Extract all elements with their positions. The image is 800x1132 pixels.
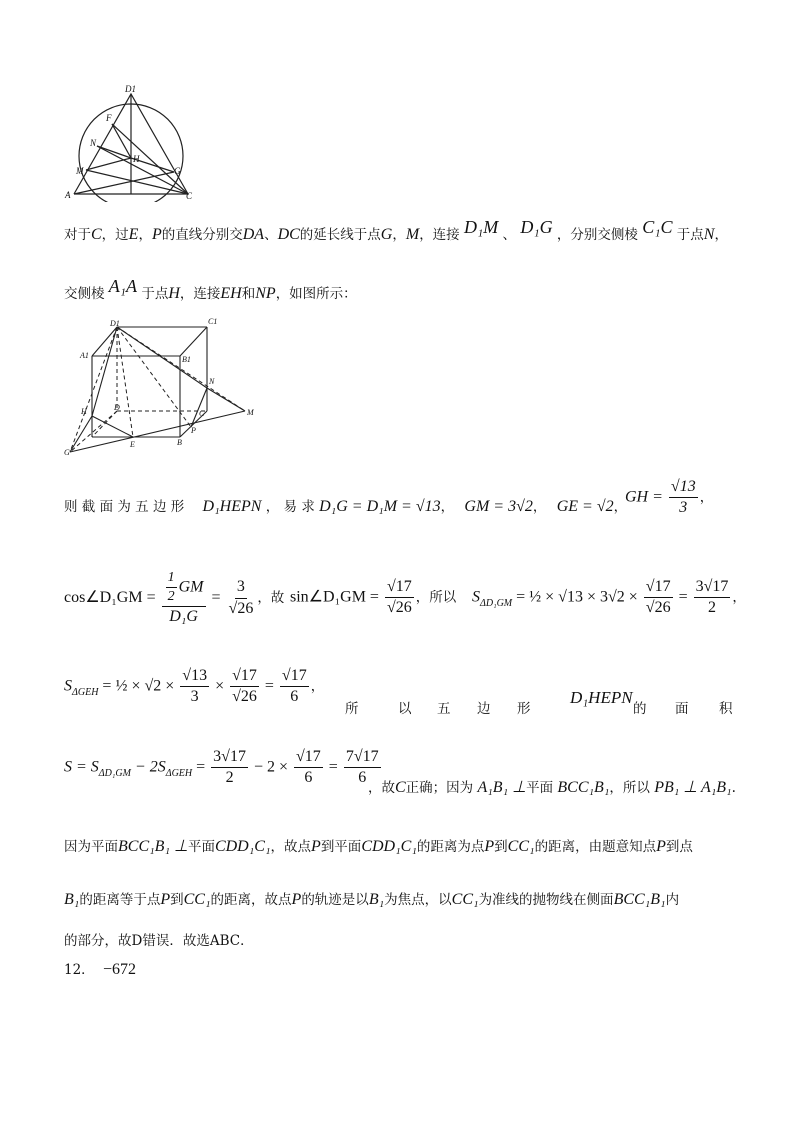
label-D1: D1 [125, 84, 136, 94]
formula: A₁B₁ ⊥ [477, 779, 527, 796]
question-number: 12． [64, 962, 95, 978]
point-label: C [91, 226, 102, 243]
text: ， [138, 227, 152, 243]
paragraph-line-8 [64, 888, 679, 909]
word-de: 的 [633, 701, 647, 717]
point-label: P [291, 891, 302, 908]
text: 则 截 面 为 五 边 形 [64, 499, 185, 515]
text: 的直线分别交 [161, 227, 243, 243]
text: 到点 [665, 839, 693, 855]
point-label: B₁ [64, 891, 80, 908]
label-M: M [76, 166, 84, 176]
area-geh-formula [64, 667, 324, 707]
frac-denominator: √26 [386, 599, 412, 617]
formula: GE = √2 [556, 498, 614, 515]
frac-numerator: √17 [644, 578, 673, 598]
figure-circle-triangle [62, 82, 202, 202]
area-symbol: S [64, 677, 72, 695]
plane-label: BCC₁B₁ [613, 891, 666, 908]
frac-numerator: √17 [385, 578, 414, 598]
segment-label: D₁G [520, 217, 553, 237]
text: ， [392, 227, 406, 243]
text: . [731, 780, 736, 796]
frac-denominator: 6 [358, 769, 367, 787]
text: 为准线的抛物线在侧面 [478, 892, 614, 908]
label-C1: C1 [208, 318, 218, 326]
text: ， 易 求 [265, 499, 315, 515]
area-total-formula [64, 748, 383, 788]
area-subscript: ΔD₁GM [480, 597, 513, 609]
label-A1: A1 [80, 351, 89, 360]
text: 内 [665, 892, 680, 908]
text: 和 [241, 286, 256, 302]
formula: = ½ × √2 × [102, 677, 175, 695]
point-label: E [128, 226, 139, 243]
word-yi: 以 [398, 701, 412, 717]
frac-denominator: 2 [707, 599, 716, 617]
option-label: C [395, 779, 406, 796]
word-mian: 面 [675, 701, 689, 717]
frac-numerator: √17 [280, 667, 309, 687]
point-label: B₁ [368, 891, 385, 908]
text: ，所以 [609, 780, 650, 796]
text: ，连接 [419, 227, 460, 243]
text: ， [310, 678, 325, 694]
text: 为焦点，以 [384, 892, 452, 908]
area-d1gm-formula [472, 578, 746, 618]
label-F: F [106, 113, 112, 123]
answer-12 [64, 958, 136, 979]
frac-denominator: √26 [228, 599, 254, 617]
formula: PB₁ ⊥ A₁B₁ [654, 779, 732, 796]
text: 因为平面 [64, 839, 118, 855]
point-label: H [168, 285, 180, 302]
label-A: A [65, 190, 71, 200]
frac-numerator: √17 [230, 667, 259, 687]
point-label: P [484, 838, 495, 855]
text: 平面 [526, 780, 554, 796]
plane-label: BCC₁B₁ [557, 779, 610, 796]
text: 的轨迹是以 [301, 892, 369, 908]
frac-numerator: √13 [669, 478, 698, 498]
segment-label: A₁A [108, 276, 138, 296]
label-G: G [64, 448, 70, 457]
frac-denominator: 3 [190, 688, 199, 706]
text: 正确；因为 [405, 780, 474, 796]
label-M: M [247, 408, 254, 417]
formula: = ½ × √13 × 3√2 × [516, 588, 638, 606]
label-B: B [177, 438, 182, 447]
equals: = [328, 758, 338, 776]
label-N: N [90, 138, 97, 148]
formula: − 2 × [253, 758, 288, 776]
point-label: P [656, 838, 666, 855]
frac-denominator: 6 [304, 769, 313, 787]
paragraph-line-3 [64, 495, 627, 516]
word-suo: 所 [345, 701, 359, 717]
formula-left: sin∠D₁GM = [290, 588, 379, 606]
paragraph-line-1 [64, 217, 728, 244]
area-subscript: ΔGEH [72, 686, 99, 698]
frac-denominator: √26 [232, 688, 257, 706]
label-N: N [209, 377, 215, 386]
gh-formula [625, 478, 713, 518]
point-label: P [311, 838, 321, 855]
text: 对于 [64, 227, 91, 243]
equals: = [211, 588, 221, 606]
text: ， [613, 499, 628, 515]
frac-numerator: 3 [235, 578, 247, 598]
label-H: H [81, 407, 87, 416]
frac-denominator: 2 [167, 589, 175, 605]
paragraph-line-7 [64, 835, 693, 856]
point-label: P [151, 226, 162, 243]
text: ，过 [101, 227, 129, 243]
segment-label: C₁C [642, 217, 673, 237]
sin-formula [290, 578, 456, 618]
text: ， [714, 227, 728, 243]
text: ，故 [257, 589, 285, 605]
point-label: M [405, 226, 420, 243]
paragraph-line-9: 的部分，故D错误．故选ABC． [64, 933, 254, 949]
frac-denominator: √26 [645, 599, 671, 617]
text: 的距离，故点 [210, 892, 292, 908]
text: 的距离，由题意知点 [534, 839, 657, 855]
formula: D₁G = D₁M = √13 [319, 498, 441, 515]
text: ，所以 [415, 589, 457, 605]
word-wu: 五 [437, 701, 451, 717]
label-D: D [114, 403, 120, 412]
paragraph-line-6-text [368, 776, 736, 797]
text: ，分别交侧棱 [556, 227, 638, 243]
word-ji: 积 [719, 701, 733, 717]
point-label: G [380, 226, 393, 243]
area-subscript: ΔGEH [165, 767, 193, 779]
frac-numerator: 3√17 [694, 578, 731, 598]
line-label: DA [242, 226, 265, 243]
text: 的距离为点 [416, 839, 485, 855]
text: ，故 [368, 780, 395, 796]
line-label: DC [277, 226, 300, 243]
text: 于点 [676, 227, 704, 243]
paragraph-line-2 [64, 276, 357, 303]
text: 的延长线于点 [299, 227, 381, 243]
frac-denominator: D₁G [169, 608, 198, 626]
formula-left: cos∠D₁GM = [64, 588, 156, 606]
text: 的距离等于点 [79, 892, 161, 908]
segment-label: EH [220, 285, 242, 302]
text: 平面 [187, 839, 215, 855]
frac-numerator: 3√17 [211, 748, 248, 768]
pentagon-label: D₁HEPN [570, 688, 633, 707]
label-E: E [130, 440, 135, 449]
text: 到 [170, 892, 184, 908]
plane-label: CDD₁C₁ [361, 838, 417, 855]
text: ， [732, 589, 746, 605]
frac-denominator: 3 [679, 499, 688, 517]
area-subscript: ΔD₁GM [98, 767, 131, 779]
frac-numerator: √13 [180, 667, 209, 687]
frac-numerator: 7√17 [344, 748, 381, 768]
text: ， [440, 499, 455, 515]
segment-label: NP [255, 285, 276, 302]
formula: − 2S [134, 758, 166, 776]
answer-value: −672 [102, 961, 137, 978]
label-B1: B1 [182, 355, 191, 364]
label-H: H [133, 154, 140, 164]
plane-label: CDD₁C₁ [214, 838, 271, 855]
label-C: C [199, 409, 205, 418]
times: × [215, 677, 225, 695]
formula-left: GH = [625, 488, 663, 506]
pentagon-label: D₁HEPN [202, 498, 262, 515]
text: ， [699, 489, 714, 505]
text: 到平面 [320, 839, 362, 855]
text: 于点 [141, 286, 169, 302]
segment-label: CC₁ [183, 891, 211, 908]
frac-denominator: 6 [290, 688, 299, 706]
figure-cube-section [62, 318, 262, 458]
label-D1: D1 [110, 319, 120, 328]
frac-numerator: 1 [166, 570, 177, 588]
text: 、 [264, 227, 278, 243]
segment-label: CC₁ [451, 891, 479, 908]
text: 到 [494, 839, 508, 855]
word-xing: 形 [517, 701, 531, 717]
point-label: P [160, 891, 171, 908]
text: ，如图所示： [275, 286, 357, 302]
label-G: G [174, 166, 181, 176]
area-symbol: S = S [64, 758, 99, 776]
frac-denominator: 2 [225, 769, 234, 787]
area-symbol: S [472, 588, 480, 606]
label-C: C [186, 191, 193, 201]
frac-numerator: √17 [294, 748, 323, 768]
equals: = [678, 588, 688, 606]
segment-label: GM [178, 578, 204, 596]
word-bian: 边 [477, 701, 491, 717]
cos-formula [64, 570, 284, 627]
point-label: N [703, 226, 715, 243]
text: ， [532, 499, 547, 515]
equals: = [196, 758, 206, 776]
formula: BCC₁B₁ ⊥ [118, 838, 188, 855]
formula: GM = 3√2 [464, 498, 533, 515]
text: 交侧棱 [64, 286, 105, 302]
equals: = [264, 677, 274, 695]
text: ，连接 [179, 286, 221, 302]
label-P: P [191, 426, 196, 435]
text: 、 [502, 227, 517, 243]
segment-label: D₁M [463, 217, 499, 237]
segment-label: CC₁ [507, 838, 535, 855]
text: ，故点 [270, 839, 312, 855]
